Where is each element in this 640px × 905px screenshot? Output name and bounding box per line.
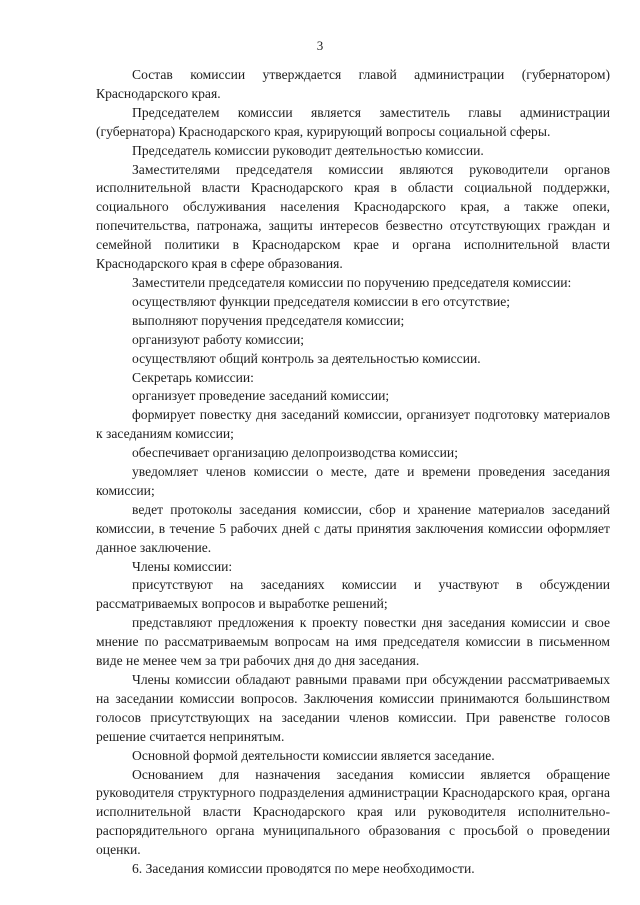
list-item: обеспечивает организацию делопроизводства комиссии;: [132, 445, 458, 461]
paragraph: Председателем комиссии является заместитель главы администрации (губернатора) Краснодарского края, курирующий вопросы социальной сферы.: [96, 104, 610, 139]
paragraph: Члены комиссии:: [132, 558, 233, 574]
paragraph: Секретарь комиссии:: [132, 369, 254, 385]
paragraph: Члены комиссии обладают равными правами при обсуждении рассматриваемых на заседании комиссии вопросов. Заключения комиссии принимаются большинством голосов присутствующих на заседании членов комиссии. При равенстве голосов решение считается непринятым.: [96, 672, 610, 744]
paragraph: 6. Заседания комиссии проводятся по мере необходимости.: [132, 861, 475, 877]
paragraph: Заместители председателя комиссии по поручению председателя комиссии:: [132, 274, 572, 290]
paragraph: Состав комиссии утверждается главой администрации (губернатором) Краснодарского края.: [96, 67, 610, 101]
list-item: ведет протоколы заседания комиссии, сбор и хранение материалов заседаний комиссии, в течение 5 рабочих дней с даты принятия заключения комиссии оформляет данное заключение.: [96, 501, 610, 555]
paragraph: Основной формой деятельности комиссии является заседание.: [132, 747, 495, 763]
paragraph: Основанием для назначения заседания комиссии является обращение руководителя структурного подразделения администрации Краснодарского края, органа исполнительной власти Краснодарского края или руководителя исполнительно-распорядительного органа муниципального образования с просьбой о проведении оценки.: [96, 766, 610, 858]
list-item: формирует повестку дня заседаний комиссии, организует подготовку материалов к заседаниям комиссии;: [96, 407, 610, 442]
paragraph: Председатель комиссии руководит деятельностью комиссии.: [132, 142, 484, 158]
list-item: осуществляют общий контроль за деятельностью комиссии.: [132, 350, 481, 366]
list-item: уведомляет членов комиссии о месте, дате и времени проведения заседания комиссии;: [96, 464, 610, 498]
list-item: представляют предложения к проекту повестки дня заседания комиссии и свое мнение по рассматриваемым вопросам на имя председателя комиссии в письменном виде не менее чем за три рабочих дня до дня заседания.: [96, 615, 610, 669]
paragraph: Заместителями председателя комиссии являются руководители органов исполнительной власти Краснодарского края в области социальной поддержки, социального обслуживания населения Краснодарского края, а также опеки, попечительства, патронажа, защиты интересов безвестно отсутствующих граждан и семейной политики в Краснодарском крае и органа исполнительной власти Краснодарского края в сфере образования.: [96, 161, 610, 272]
list-item: организуют работу комиссии;: [132, 331, 304, 347]
list-item: осуществляют функции председателя комиссии в его отсутствие;: [132, 293, 511, 309]
list-item: присутствуют на заседаниях комиссии и участвуют в обсуждении рассматриваемых вопросов и выработке решений;: [96, 577, 610, 612]
list-item: организует проведение заседаний комиссии;: [132, 388, 390, 404]
list-item: выполняют поручения председателя комиссии;: [132, 312, 405, 328]
page-number: 3: [316, 38, 324, 53]
document-body: [96, 66, 610, 879]
